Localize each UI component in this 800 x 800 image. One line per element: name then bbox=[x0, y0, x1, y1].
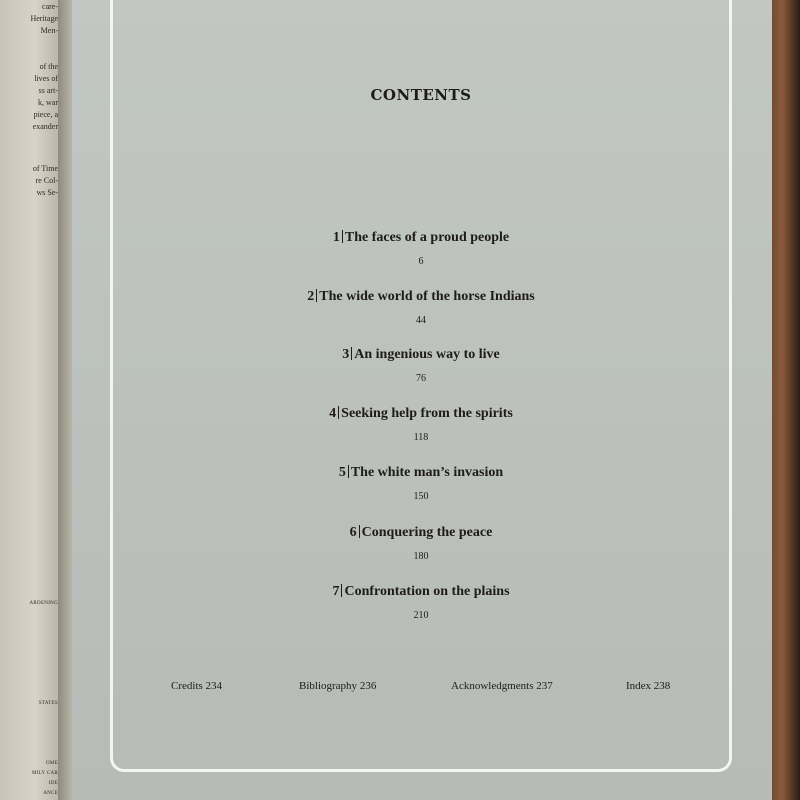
back-matter-label: Bibliography bbox=[299, 680, 358, 692]
facing-page-text: IDE bbox=[48, 781, 58, 786]
facing-page-text: ws Se- bbox=[36, 188, 58, 197]
chapter-number: 2 bbox=[307, 289, 315, 304]
chapter-number: 7 bbox=[332, 584, 340, 599]
back-matter-label: Index bbox=[626, 680, 652, 692]
facing-page-text: re Col- bbox=[35, 176, 58, 185]
chapter-entry bbox=[110, 347, 732, 384]
chapter-page-number: 6 bbox=[418, 256, 424, 267]
chapter-entry bbox=[110, 465, 732, 502]
back-matter-page: 237 bbox=[536, 680, 553, 692]
facing-page bbox=[0, 0, 58, 800]
facing-page-text: piece, a bbox=[33, 110, 58, 119]
facing-page-text: OME bbox=[45, 761, 58, 766]
facing-page-text: of the bbox=[39, 62, 58, 71]
chapter-page-number: 180 bbox=[413, 551, 429, 562]
chapter-title: Confrontation on the plains bbox=[344, 584, 510, 599]
back-matter-credits bbox=[171, 680, 222, 692]
chapter-entry bbox=[110, 289, 732, 326]
chapter-title: Seeking help from the spirits bbox=[341, 406, 513, 421]
chapter-number: 4 bbox=[329, 406, 337, 421]
facing-page-text: of Time bbox=[32, 164, 58, 173]
book-cover-edge bbox=[770, 0, 800, 800]
back-matter-index bbox=[626, 680, 670, 692]
facing-page-text: ANCE bbox=[43, 791, 58, 796]
chapter-number: 1 bbox=[332, 230, 340, 245]
facing-page-text: exander bbox=[32, 122, 58, 131]
back-matter-bibliography bbox=[299, 680, 376, 692]
page-border-frame bbox=[110, 0, 732, 772]
back-matter-page: 234 bbox=[205, 680, 223, 692]
chapter-page-number: 150 bbox=[413, 491, 429, 502]
chapter-number: 3 bbox=[342, 347, 350, 362]
chapter-title: Conquering the peace bbox=[361, 525, 493, 540]
chapter-number: 5 bbox=[338, 465, 346, 480]
chapter-entry bbox=[110, 584, 732, 621]
chapter-page-number: 44 bbox=[416, 315, 426, 326]
facing-page-text: Men- bbox=[40, 26, 58, 35]
chapter-title: The white man’s invasion bbox=[350, 465, 504, 480]
chapter-divider bbox=[351, 347, 352, 360]
facing-page-text: ss art- bbox=[38, 86, 58, 95]
chapter-divider bbox=[338, 406, 339, 419]
chapter-title: The faces of a proud people bbox=[344, 230, 510, 245]
chapter-title: The wide world of the horse Indians bbox=[319, 289, 535, 304]
facing-page-text: Heritage bbox=[30, 14, 58, 23]
chapter-divider bbox=[341, 584, 342, 597]
chapter-divider bbox=[342, 230, 343, 243]
chapter-number: 6 bbox=[349, 525, 357, 540]
chapter-page-number: 210 bbox=[413, 610, 429, 621]
chapter-page-number: 118 bbox=[413, 432, 429, 443]
back-matter-label: Acknowledgments bbox=[451, 680, 534, 692]
chapter-title: An ingenious way to live bbox=[354, 347, 500, 362]
back-matter-page: 238 bbox=[653, 680, 671, 692]
chapter-entry bbox=[110, 230, 732, 267]
facing-page-text: ARDENING bbox=[29, 601, 58, 606]
chapter-divider bbox=[359, 525, 360, 538]
chapter-divider bbox=[316, 289, 317, 302]
back-matter-acknowledgments bbox=[451, 680, 553, 692]
chapter-page-number: 76 bbox=[416, 373, 426, 384]
facing-page-text: care- bbox=[42, 2, 58, 11]
back-matter-page: 236 bbox=[359, 680, 377, 692]
facing-page-text: lives of bbox=[34, 74, 58, 83]
book-gutter bbox=[58, 0, 72, 800]
chapter-entry bbox=[110, 406, 732, 443]
chapter-divider bbox=[348, 465, 349, 478]
facing-page-text: STATES bbox=[38, 701, 58, 706]
facing-page-text: MILY CAR bbox=[31, 771, 58, 776]
back-matter-label: Credits bbox=[171, 680, 203, 692]
chapter-entry bbox=[110, 525, 732, 562]
facing-page-text: k, war bbox=[38, 98, 58, 107]
contents-title: CONTENTS bbox=[370, 86, 472, 104]
